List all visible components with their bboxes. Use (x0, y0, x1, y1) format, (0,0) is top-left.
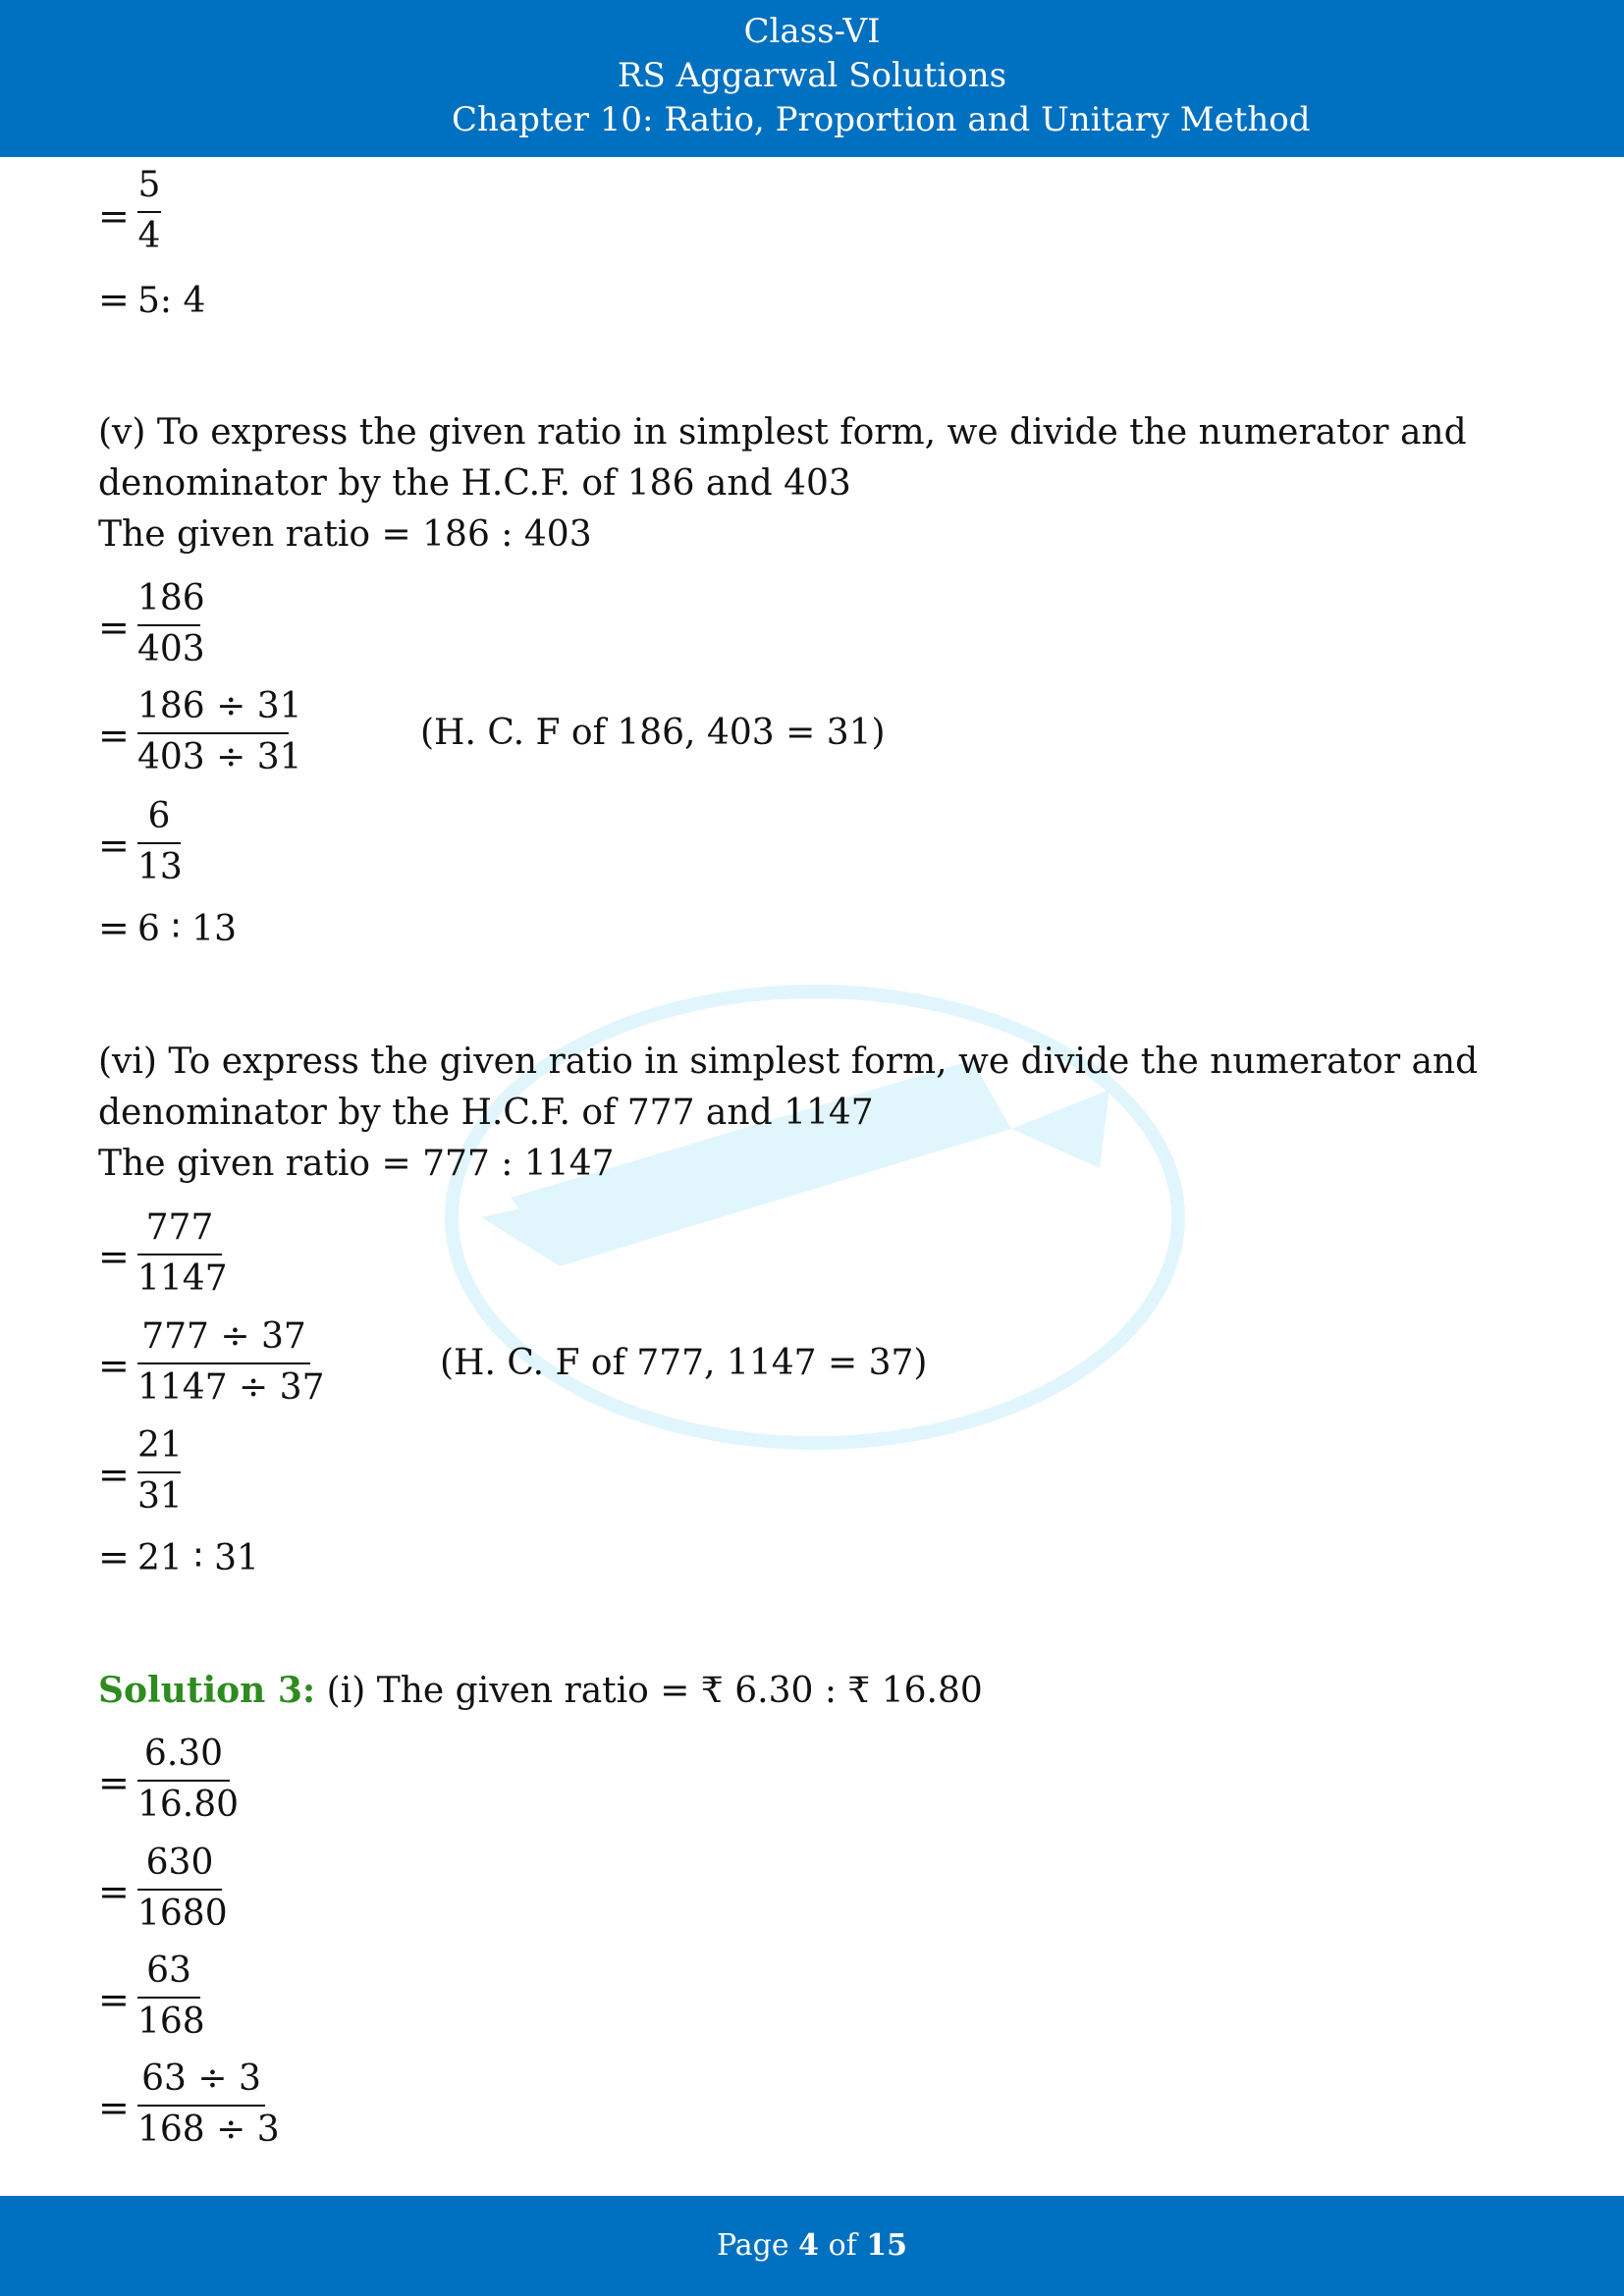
total-pages: 15 (866, 2228, 908, 2263)
denominator: 403 ÷ 31 (137, 737, 302, 777)
hcf-note-vi: (H. C. F of 777, 1147 = 37) (440, 1343, 928, 1383)
ratio-value: 5: 4 (137, 281, 206, 321)
denominator: 4 (137, 216, 161, 256)
equals-sign: = (98, 606, 130, 649)
denominator: 31 (137, 1476, 183, 1517)
denominator: 403 (137, 629, 205, 669)
numerator: 6.30 (143, 1734, 224, 1774)
header-class: Class-VI (743, 12, 881, 51)
solution-3-heading (98, 1666, 983, 1716)
numerator: 5 (137, 165, 161, 205)
denominator: 168 (137, 2002, 205, 2042)
solution-label: Solution 3: (98, 1670, 316, 1711)
numerator: 777 ÷ 37 (141, 1316, 306, 1357)
equals-sign: = (98, 906, 130, 949)
denominator: 168 ÷ 3 (137, 2109, 280, 2150)
numerator: 63 (146, 1950, 191, 1991)
part-v-given: The given ratio = 186 : 403 (98, 514, 592, 555)
equals-sign: = (98, 1535, 130, 1578)
current-page: 4 (798, 2228, 820, 2263)
page-footer (0, 2196, 1624, 2296)
equals-sign: = (98, 194, 130, 238)
equals-sign: = (98, 2086, 130, 2129)
solution-3-text: (i) The given ratio = ₹ 6.30 : ₹ 16.80 (315, 1671, 983, 1711)
numerator: 630 (145, 1842, 214, 1883)
equals-sign: = (98, 824, 130, 867)
ratio-value: 21 ∶ 31 (137, 1538, 259, 1578)
equals-sign: = (98, 278, 130, 321)
footer-prefix: Page (716, 2228, 799, 2263)
equals-sign: = (98, 1978, 130, 2021)
part-vi-given: The given ratio = 777 : 1147 (98, 1144, 615, 1184)
hcf-note-v: (H. C. F of 186, 403 = 31) (420, 713, 886, 753)
equals-sign: = (98, 714, 130, 757)
part-vi-text-2: denominator by the H.C.F. of 777 and 1147 (98, 1093, 874, 1133)
numerator: 777 (145, 1207, 214, 1248)
ratio-value: 6 ∶ 13 (137, 909, 237, 949)
denominator: 16.80 (137, 1785, 240, 1825)
ratio-v-result (98, 903, 237, 954)
equals-sign: = (98, 1235, 130, 1278)
footer-of: of (819, 2228, 867, 2263)
page-header (0, 0, 1624, 157)
equals-sign: = (98, 1870, 130, 1913)
numerator: 21 (137, 1425, 183, 1466)
equals-sign: = (98, 1453, 130, 1496)
part-v-text-2: denominator by the H.C.F. of 186 and 403 (98, 463, 851, 504)
numerator: 186 (137, 578, 205, 618)
equals-sign: = (98, 1761, 130, 1804)
part-v-text-1: (v) To express the given ratio in simplest form, we divide the numerator and (98, 412, 1467, 453)
denominator: 1680 (137, 1894, 228, 1934)
denominator: 1147 ÷ 37 (137, 1367, 325, 1408)
denominator: 13 (137, 847, 183, 887)
numerator: 6 (147, 796, 171, 836)
part-vi-text-1: (vi) To express the given ratio in simplest form, we divide the numerator and (98, 1041, 1479, 1082)
ratio-vi-result (98, 1532, 259, 1583)
denominator: 1147 (137, 1258, 228, 1299)
numerator: 63 ÷ 3 (141, 2058, 261, 2099)
header-chapter: Chapter 10: Ratio, Proportion and Unitary Method (452, 100, 1311, 139)
ratio-iv-result (98, 275, 205, 326)
numerator: 186 ÷ 31 (137, 686, 302, 726)
equals-sign: = (98, 1344, 130, 1387)
header-book: RS Aggarwal Solutions (617, 56, 1007, 95)
